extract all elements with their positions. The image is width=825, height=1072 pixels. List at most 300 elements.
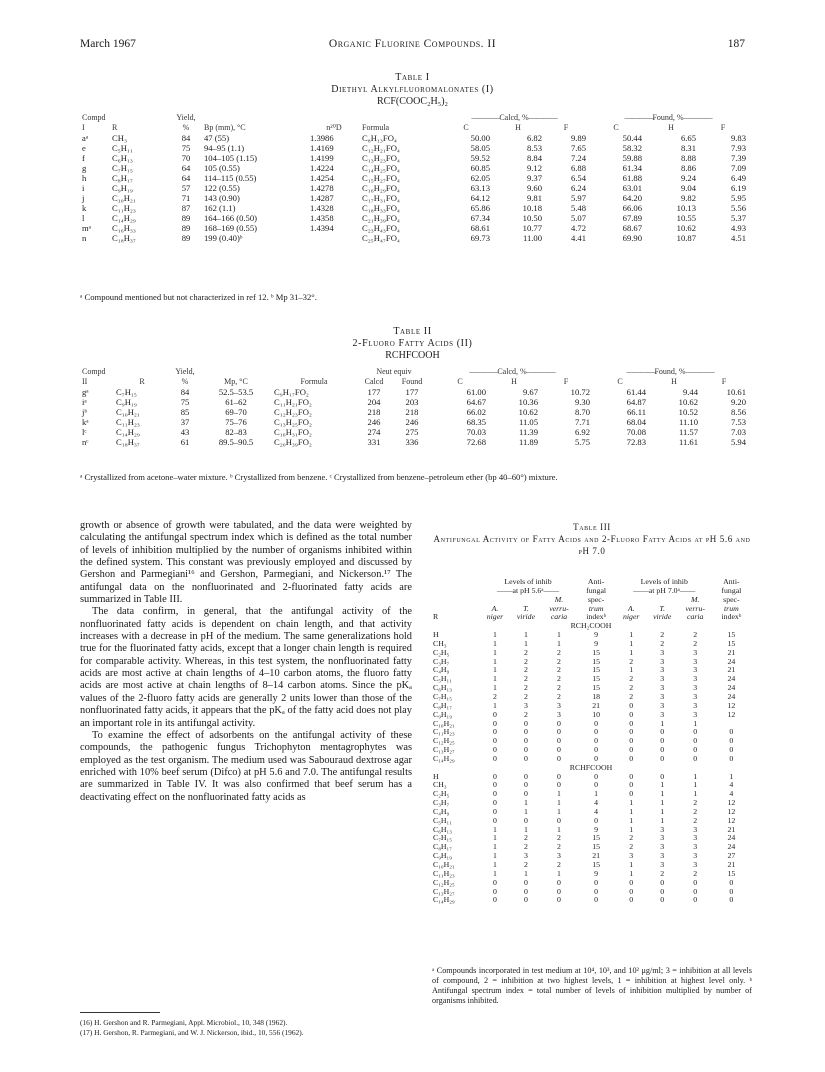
table1-cell: 9.12	[526, 163, 542, 173]
table3-cell: 0	[629, 780, 634, 790]
table3-cell: 0	[557, 780, 561, 790]
table3-cell: 2	[523, 842, 528, 852]
table3-cell: C₂H₅	[433, 789, 450, 799]
table1-cell: mᵃ	[82, 223, 92, 233]
table2-column-header-cell: II	[82, 377, 88, 386]
table3-cell: 0	[557, 771, 561, 781]
table1-cell: 59.88	[622, 153, 642, 163]
table1-cell: C₁₄H₂₅FO₄	[362, 163, 400, 173]
table3-cell: 1	[493, 868, 497, 878]
table2-column-header-cell: F	[563, 377, 569, 386]
table3-row	[432, 870, 750, 879]
table3-head-levels-70: Levels of inhib	[640, 577, 688, 586]
table1-cell: 1.4254	[310, 173, 334, 183]
table3-cell: 3	[693, 860, 698, 869]
table2-cell: 7.71	[574, 417, 590, 427]
table1-cell: C₂₁H₃₉FO₄	[362, 213, 400, 223]
table2-group-neut: Neut equiv	[376, 367, 412, 376]
table1-cell: 105 (0.55)	[204, 163, 240, 173]
table1-column-header-cell: H	[515, 123, 521, 132]
table3-cell: 4	[729, 780, 734, 790]
table3-row	[432, 826, 750, 835]
table3-cell: 4	[594, 798, 599, 808]
table3-head-at-56: ——at pH 5.6ᵃ——	[496, 585, 560, 595]
table3-cell: 3	[523, 851, 528, 861]
table1-cell: 9.37	[526, 173, 542, 183]
table3-cell: 3	[693, 665, 698, 675]
table3-head-cell: caria	[550, 612, 568, 622]
table1-cell: 84	[181, 133, 191, 143]
table3-section-row	[432, 764, 750, 773]
table3-cell: C₉H₁₉	[433, 851, 452, 861]
table3-head-cell: M.	[554, 594, 564, 604]
table3-head-cell: viride	[516, 612, 536, 622]
table3-cell: 3	[660, 656, 665, 666]
table1-cell: C₁₇H₃₁FO₄	[362, 193, 400, 203]
table1-cell: 9.82	[680, 193, 696, 203]
table1-cell: 63.01	[622, 183, 642, 193]
table3-cell: 3	[693, 656, 698, 666]
reference-item: (17) H. Gershon, R. Parmegiani, and W. J. Nickerson, ibid., 10, 556 (1962).	[80, 1027, 304, 1037]
table3-cell: 3	[693, 683, 698, 693]
table1-cell: 61.88	[622, 173, 642, 183]
table1-cell: 1.4224	[310, 163, 334, 173]
table1-cell: aᵃ	[82, 133, 89, 143]
table1-cell: 8.84	[526, 153, 542, 163]
table3-cell: 0	[660, 745, 665, 755]
table2-footnote: ᵃ Crystallized from acetone–water mixture. ᵇ Crystallized from benzene. ᶜ Crystallized from benzene–petroleum ether (bp 40–60°) mixture.	[80, 472, 558, 482]
table1-cell: 1.4278	[310, 183, 334, 193]
table3-row	[432, 737, 750, 746]
table3-head-cell: trum	[724, 603, 739, 613]
table3-cell: 1	[629, 647, 634, 657]
table1-column-header-cell: Bp (mm), °C	[204, 123, 246, 132]
table3-cell: 0	[693, 745, 698, 755]
table3-cell: 0	[557, 895, 561, 905]
table1-cell: 122 (0.55)	[204, 183, 240, 193]
table3-cell: 0	[629, 789, 634, 799]
table1-cell: j	[82, 193, 85, 203]
table3-cell: 1	[629, 638, 634, 648]
table3-cell: C₅H₁₁	[433, 674, 452, 684]
table3-row	[432, 649, 750, 658]
table1-cell: 89	[181, 213, 191, 223]
table3-cell: 0	[660, 727, 665, 737]
table1-cell: C₁₅H₂₇FO₄	[362, 173, 400, 183]
table1-cell: 59.52	[470, 153, 490, 163]
table3-cell: C₁₀H₂₁	[433, 718, 455, 728]
table3-cell: 3	[660, 851, 665, 861]
table1-cell: 71	[181, 193, 191, 203]
table3-cell: C₈H₁₇	[433, 842, 452, 852]
table2-column-header-cell: Formula	[300, 377, 328, 386]
table2-row	[80, 427, 748, 437]
table3-cell: 1	[557, 806, 561, 816]
table2-cell: nᶜ	[82, 437, 89, 447]
table3-head-cell: M.	[690, 594, 700, 604]
table3-cell: 0	[629, 718, 634, 728]
table1-row	[80, 223, 748, 233]
table2-cell: 61–62	[225, 397, 247, 407]
table3-head-anti: Anti-	[587, 577, 605, 586]
table1-cell: 1.4199	[310, 153, 334, 163]
table2-cell: 9.67	[522, 387, 538, 397]
table3-head-levels-56: Levels of inhib	[504, 577, 552, 586]
table3-cell: 1	[594, 789, 599, 799]
table2-cell: kᵃ	[82, 417, 89, 427]
table1-cell: C₅H₁₁	[112, 143, 133, 153]
table3-cell: 0	[493, 745, 497, 755]
table1-cell: f	[82, 153, 85, 163]
table1-cell: C₁₈H₃₃FO₄	[362, 203, 400, 213]
table2-column-header-cell: %	[181, 377, 189, 386]
table1	[80, 113, 748, 243]
table3-cell: 2	[557, 656, 561, 666]
table3-cell: C₆H₁₃	[433, 683, 452, 693]
table1-row	[80, 183, 748, 193]
table2-cell: jᵇ	[82, 407, 88, 417]
table1-row	[80, 133, 748, 143]
table1-cell: n	[82, 233, 87, 243]
table2-cell: 5.94	[730, 437, 746, 447]
table1-label: Table I	[395, 72, 430, 83]
table2-cell: 11.05	[518, 417, 538, 427]
table3-cell: 2	[523, 833, 528, 843]
table2-cell: 331	[367, 437, 381, 447]
table1-cell: 6.49	[730, 173, 746, 183]
table1-column-header-cell: n²⁰D	[326, 123, 342, 132]
table3-cell: 2	[660, 868, 665, 878]
table1-cell: 10.62	[676, 223, 696, 233]
table1-cell: C₈H₁₃FO₄	[362, 133, 397, 143]
table2-cell: 11.89	[518, 437, 538, 447]
table3-cell: 24	[727, 842, 736, 852]
table1-cell: 5.37	[730, 213, 746, 223]
table1-column-header-cell: F	[720, 123, 726, 132]
table1-cell: 67.89	[622, 213, 642, 223]
table1-cell: 50.44	[622, 133, 642, 143]
table1-column-header-cell: H	[668, 123, 674, 132]
table1-cell: 6.82	[526, 133, 542, 143]
table2-cell: C₁₄H₂₉	[116, 427, 140, 437]
table3-head-cell: A.	[627, 603, 635, 613]
table3-cell: 0	[693, 727, 698, 737]
table3-cell: 2	[693, 815, 698, 825]
table3-cell: 0	[493, 789, 497, 799]
table3-cell: 3	[660, 709, 665, 719]
table3-cell: 0	[729, 727, 734, 737]
table3-cell: 15	[592, 674, 601, 684]
table3-cell: 3	[660, 833, 665, 843]
table3-label: Table III	[573, 522, 611, 532]
table3-cell: 2	[660, 630, 665, 640]
table2-cell: 66.02	[466, 407, 486, 417]
table1-cell: 8.31	[680, 143, 696, 153]
table1-cell: 68.61	[470, 223, 490, 233]
table3-cell: 0	[523, 718, 528, 728]
table3-cell: 1	[629, 815, 634, 825]
table2-cell: 75–76	[225, 417, 247, 427]
table1-column-header-cell: R	[112, 123, 118, 132]
table1-cell: C₆H₁₃	[112, 153, 133, 163]
table1-cell: 10.13	[676, 203, 696, 213]
table3-cell: 2	[523, 656, 528, 666]
table3-cell: C₃H₇	[433, 798, 450, 808]
table2-group-calcd: ————Calcd, %————	[469, 367, 555, 376]
table2-row	[80, 417, 748, 427]
table3-head-cell: verru-	[685, 603, 705, 613]
table3-cell: 0	[523, 886, 528, 896]
table3-cell: 2	[629, 683, 634, 693]
table3-cell: 3	[693, 824, 698, 834]
body-paragraph: growth or absence of growth were tabulated, and the data were weighted by calculating the antifungal spectrum index which is defined as the total number of levels of inhibition multiplied by the number of organisms inhibited within the defined system. This constant was previously employed and discussed by Gershon and Parmegiani¹⁶ and Gershon, Parmegiani, and Nickerson.¹⁷ The antifungal data on the nonfluorinated and 2-fluorinated fatty acids are summarized in Table III.	[80, 520, 412, 606]
table3-cell: 15	[592, 665, 601, 675]
table3-cell: 2	[693, 798, 698, 808]
table1-row	[80, 233, 748, 243]
table3-row	[432, 702, 750, 711]
table3-cell: 21	[727, 647, 736, 657]
table3-cell: 0	[594, 815, 599, 825]
table3-cell: 2	[523, 860, 528, 869]
table1-cell: g	[82, 163, 87, 173]
table3-cell: 15	[727, 638, 736, 648]
table1-cell: C₁₀H₂₁	[112, 193, 136, 203]
table3-head-cell: indexᵇ	[721, 612, 742, 622]
table3-cell: 2	[693, 630, 698, 640]
table1-row	[80, 153, 748, 163]
table1-col-yield: Yield,	[176, 113, 196, 122]
table3-row	[432, 675, 750, 684]
table3-cell: 0	[594, 877, 599, 887]
table3-cell: 2	[493, 691, 497, 701]
table1-group-found: ————Found, %————	[624, 113, 712, 122]
table3-row	[432, 684, 750, 693]
table3-cell: 4	[594, 806, 599, 816]
table3-cell: 2	[557, 833, 561, 843]
table3-cell: 2	[557, 647, 561, 657]
table3-cell: 0	[493, 709, 497, 719]
table3-cell: 1	[493, 665, 497, 675]
table3-cell: C₁₄H₂₉	[433, 753, 455, 763]
table3-cell: 1	[629, 665, 634, 675]
table3-cell: 12	[727, 798, 736, 808]
table3-row	[432, 896, 750, 905]
table1-cell: 70	[181, 153, 191, 163]
table3-cell: 24	[727, 683, 736, 693]
table2-row	[80, 407, 748, 417]
table2-cell: 6.92	[574, 427, 590, 437]
table3-cell: 0	[729, 895, 734, 905]
table1-cell: 9.89	[570, 133, 586, 143]
table3-cell: 0	[693, 753, 698, 763]
table3-cell: 2	[523, 665, 528, 675]
table1-cell: 168–169 (0.55)	[204, 223, 257, 233]
table3-cell: 2	[557, 691, 561, 701]
table3-cell: 0	[594, 771, 599, 781]
table3-cell: 3	[629, 851, 634, 861]
table1-row	[80, 173, 748, 183]
table2-cell: 218	[405, 407, 419, 417]
table1-cell: h	[82, 173, 87, 183]
table3-row	[432, 808, 750, 817]
table2-cell: 85	[180, 407, 190, 417]
table2-cell: C₁₃H₂₅FO₂	[274, 417, 312, 427]
table3-cell: 1	[660, 798, 665, 808]
table3-cell: 12	[727, 709, 736, 719]
table2-cell: 203	[405, 397, 419, 407]
table1-cell: 47 (55)	[204, 133, 230, 143]
table3-cell: 24	[727, 833, 736, 843]
table2-cell: 75	[180, 397, 190, 407]
table1-cell: 4.93	[730, 223, 746, 233]
table2-cell: 7.03	[730, 427, 746, 437]
table1-cell: 10.50	[522, 213, 542, 223]
table2-cell: C₁₆H₃₁FO₂	[274, 427, 312, 437]
table3-cell: 3	[693, 647, 698, 657]
table1-cell: 10.77	[522, 223, 542, 233]
table3-cell: 15	[592, 842, 601, 852]
table3-head-cell: T.	[659, 603, 666, 613]
table3-cell: 9	[594, 824, 599, 834]
table3-cell: 3	[693, 842, 698, 852]
table1-cell: l	[82, 213, 85, 223]
table3-row	[432, 799, 750, 808]
table2-cell: 204	[367, 397, 381, 407]
body-paragraph: To examine the effect of adsorbents on the antifungal activity of these compounds, the pathogenic fungus Trichophyton mentagrophytes was employed as the test organism. The medium used was Sabouraud dextrose agar enriched with 10% beef serum (Difco) at pH 5.6 and 7.0. The antifungal results are summarized in Table IV. It was also confirmed that beef serum has a deactivating effect on the nonfluorinated fatty acids as	[80, 729, 412, 803]
table2-cell: 246	[367, 417, 381, 427]
table3-row	[432, 693, 750, 702]
header-date: March 1967	[80, 38, 136, 50]
table3-cell: 3	[557, 700, 561, 710]
table1-cell: 5.07	[570, 213, 586, 223]
table1-cell: 63.13	[470, 183, 490, 193]
table1-cell: C₁₆H₃₃	[112, 223, 136, 233]
table1-column-header-cell: F	[563, 123, 569, 132]
table1-cell: 11.00	[522, 233, 542, 243]
table3-cell: 21	[592, 700, 601, 710]
table3-cell: 3	[660, 674, 665, 684]
table1-cell: 89	[181, 233, 191, 243]
table1-cell: 6.19	[730, 183, 746, 193]
body-paragraph: The data confirm, in general, that the antifungal activity of the nonfluorinated fatty acids is dependent on chain length, and that activity increases with a decrease in pH of the medium. The same generalizations hold true for the fluorinated fatty acids, except that a longer chain length is required for comparable activity. Whereas, in this test system, the nonfluorinated fatty acids are most active at chain lengths of 4–10 carbon atoms, the fluoro fatty acids are most active at chain lengths of 8–14 carbon atoms. Since the pKₐ values of the 2-fluoro fatty acids are generally 2 units lower than those of the nonfluorinated fatty acids, it appears that the pKₐ of the fatty acid does not play an important role in its antifungal activity.	[80, 606, 412, 729]
table2-cell: 10.52	[678, 407, 698, 417]
table3-cell: 3	[660, 824, 665, 834]
table3-cell: 1	[629, 630, 634, 640]
table3-row	[432, 790, 750, 799]
table3-cell: 0	[729, 886, 734, 896]
table1-cell: 68.67	[622, 223, 642, 233]
table3-cell: 3	[557, 709, 561, 719]
table3-head-cell: viride	[653, 612, 672, 622]
table1-cell: 4.72	[570, 223, 586, 233]
table2-cell: 10.61	[726, 387, 746, 397]
table3-cell: 0	[594, 753, 599, 763]
table2-row	[80, 387, 748, 397]
table1-row	[80, 193, 748, 203]
table3-cell: 0	[594, 718, 599, 728]
table1-row	[80, 213, 748, 223]
table3-cell: 0	[629, 895, 634, 905]
table3-head-fungal: fungal	[721, 585, 742, 595]
table1-cell: 8.53	[526, 143, 542, 153]
table3-cell: C₁₂H₂₅	[433, 736, 455, 746]
table1-column-header-cell: C	[613, 123, 619, 132]
table1-cell: 7.65	[570, 143, 586, 153]
table1-cell: 5.97	[570, 193, 586, 203]
table1-cell	[308, 233, 360, 243]
table3-cell: 0	[693, 886, 698, 896]
table3-cell: 1	[493, 647, 497, 657]
table3-cell: 1	[523, 806, 528, 816]
table3-cell: 1	[493, 833, 497, 843]
table1-cell: 1.4328	[310, 203, 334, 213]
table3-cell: 0	[523, 753, 528, 763]
table3-cell: 2	[629, 842, 634, 852]
table2-column-header-cell: H	[671, 377, 677, 386]
table3-cell: 1	[629, 868, 634, 878]
table1-column-header-cell: C	[463, 123, 469, 132]
table3-head-cell: spec-	[723, 594, 740, 604]
table2-cell: C₇H₁₅	[116, 387, 137, 397]
table3-cell: 2	[523, 647, 528, 657]
table3-cell: 1	[557, 824, 561, 834]
table1-column-header-cell: %	[182, 123, 190, 132]
table3-cell: 0	[629, 745, 634, 755]
table1-cell: 75	[181, 143, 191, 153]
table2-cell: 61	[180, 437, 190, 447]
table3-cell: 1	[729, 771, 734, 781]
table3-head-cell	[432, 596, 479, 605]
table3-cell: 0	[493, 771, 497, 781]
table1-cell: C₉H₁₉	[112, 183, 133, 193]
table3-cell: 1	[557, 630, 561, 640]
table3-title: Antifungal Activity of Fatty Acids and 2-Fluoro Fatty Acids at pH 5.6 and pH 7.0	[433, 534, 751, 556]
table3-cell: 0	[493, 718, 497, 728]
table3-cell: 1	[523, 638, 528, 648]
table1-cell: i	[82, 183, 85, 193]
table1-row	[80, 203, 748, 213]
table3-cell: 0	[493, 877, 497, 887]
table2-cell: gᵃ	[82, 387, 89, 397]
table1-cell: 7.24	[570, 153, 586, 163]
table1-cell: C₁₂H₂₁FO₄	[362, 143, 400, 153]
table3-cell: 1	[493, 656, 497, 666]
table3-head-cell: R	[433, 612, 439, 622]
table2-column-header-cell: Calcd	[364, 377, 384, 386]
table3-cell: 3	[660, 647, 665, 657]
table2-cell: 66.11	[626, 407, 646, 417]
table1-cell: C₂₅H₄₇FO₄	[362, 233, 400, 243]
table3-section-row	[432, 622, 750, 631]
table2-column-header-cell: F	[721, 377, 727, 386]
table3-head-cell: caria	[686, 612, 704, 622]
table2	[80, 367, 748, 447]
table3-cell: 2	[557, 674, 561, 684]
table3-cell: 2	[557, 665, 561, 675]
table3-cell: 0	[523, 745, 528, 755]
table3-row	[432, 728, 750, 737]
table3-cell: 12	[727, 806, 736, 816]
table3-cell: 0	[629, 727, 634, 737]
table3-cell: 2	[523, 691, 528, 701]
table3-head-anti: Anti-	[723, 577, 740, 586]
table1-cell: 199 (0.40)ᵇ	[204, 233, 243, 243]
table1-cell: 143 (0.90)	[204, 193, 240, 203]
table3-cell: C₈H₁₇	[433, 700, 452, 710]
table3-cell: 1	[493, 824, 497, 834]
table3-cell: 0	[557, 736, 561, 746]
table3-cell: 2	[557, 842, 561, 852]
